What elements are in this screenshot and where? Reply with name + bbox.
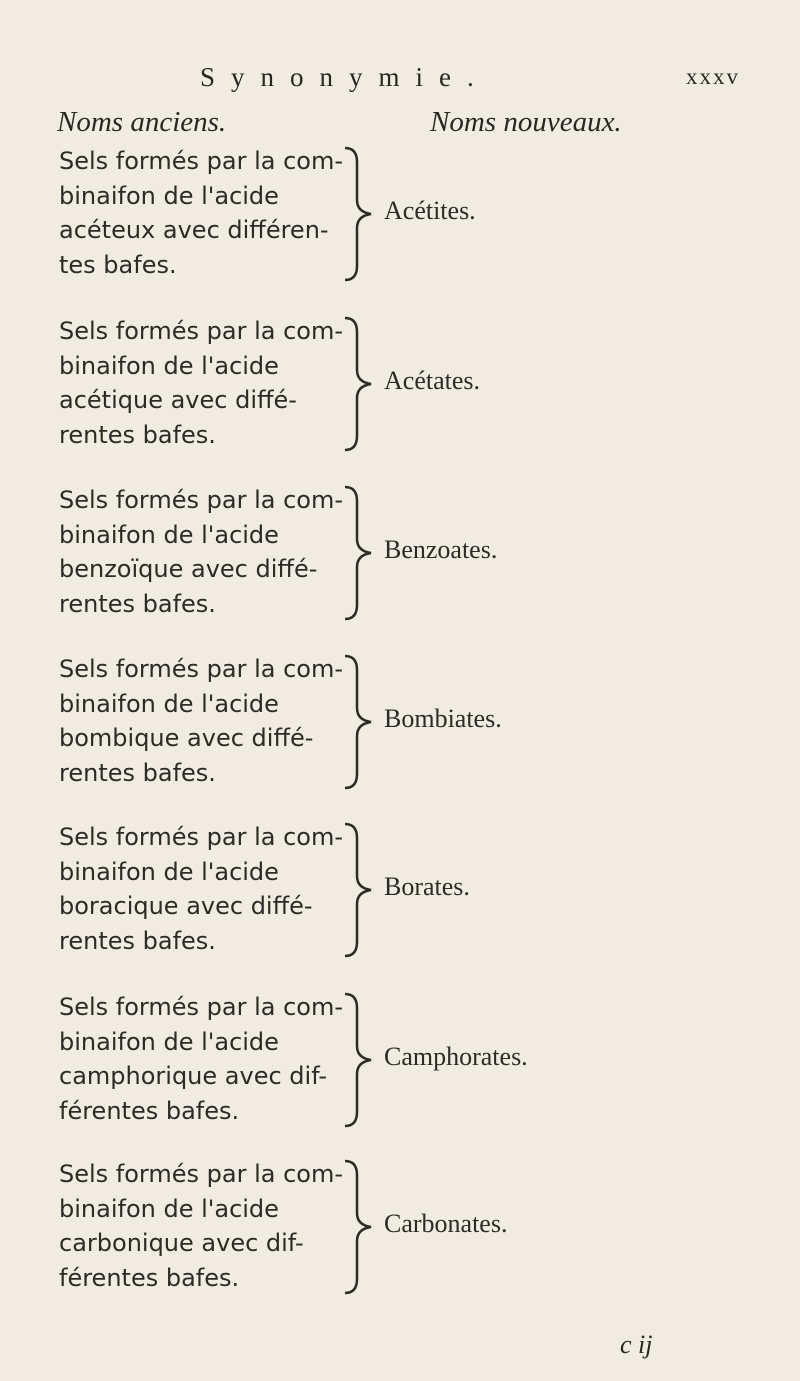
old-name-line: camphorique avec dif- <box>59 1062 327 1090</box>
old-name-line: bombique avec diffé- <box>59 724 314 752</box>
page-number: xxxv <box>686 64 740 89</box>
entry-borates <box>59 820 799 970</box>
old-name <box>59 483 349 621</box>
old-name <box>59 820 349 958</box>
old-name-line: Sels formés par la com- <box>59 317 344 345</box>
old-name <box>59 990 349 1128</box>
column-header-new-names: Noms nouveaux. <box>430 106 622 138</box>
entry-acetites <box>59 144 799 294</box>
new-name: Bombiates. <box>384 704 502 733</box>
old-name <box>59 144 349 282</box>
brace-icon <box>343 1157 377 1297</box>
old-name-line: carbonique avec dif- <box>59 1229 304 1257</box>
brace-icon <box>343 314 377 454</box>
new-name: Borates. <box>384 872 470 901</box>
old-name-line: binaifon de l'acide <box>59 181 279 210</box>
new-name: Carbonates. <box>384 1209 508 1238</box>
old-name-line: rentes bafes. <box>59 420 216 449</box>
old-name-line: binaifon de l'acide <box>59 1194 279 1223</box>
entry-benzoates <box>59 483 799 633</box>
old-name-line: férentes bafes. <box>59 1096 240 1125</box>
new-name: Benzoates. <box>384 535 498 564</box>
entry-bombiates <box>59 652 799 802</box>
new-name: Acétites. <box>384 196 476 225</box>
entry-camphorates <box>59 990 799 1140</box>
old-name-line: binaifon de l'acide <box>59 1027 279 1056</box>
old-name-line: rentes bafes. <box>59 926 216 955</box>
old-name-line: Sels formés par la com- <box>59 147 344 175</box>
column-header-old-names: Noms anciens. <box>57 106 227 138</box>
old-name-line: benzoïque avec diffé- <box>59 555 318 583</box>
old-name-line: férentes bafes. <box>59 1263 240 1292</box>
running-title: Synonymie. <box>200 62 490 92</box>
brace-icon <box>343 144 377 284</box>
entry-acetates <box>59 314 799 464</box>
new-name: Acétates. <box>384 366 481 395</box>
brace-icon <box>343 652 377 792</box>
running-head <box>0 62 800 102</box>
new-name: Camphorates. <box>384 1042 528 1071</box>
old-name-line: Sels formés par la com- <box>59 1160 344 1188</box>
old-name-line: boracique avec diffé- <box>59 892 313 920</box>
old-name-line: acéteux avec différen- <box>59 216 329 244</box>
old-name-line: rentes bafes. <box>59 589 216 618</box>
brace-icon <box>343 820 377 960</box>
brace-icon <box>343 990 377 1130</box>
old-name-line: Sels formés par la com- <box>59 823 344 851</box>
old-name-line: acétique avec diffé- <box>59 386 297 414</box>
old-name-line: Sels formés par la com- <box>59 993 344 1021</box>
old-name-line: binaifon de l'acide <box>59 857 279 886</box>
entry-carbonates <box>59 1157 799 1307</box>
old-name-line: rentes bafes. <box>59 758 216 787</box>
old-name-line: Sels formés par la com- <box>59 655 344 683</box>
signature-mark: c ij <box>620 1330 653 1359</box>
old-name <box>59 652 349 790</box>
old-name-line: Sels formés par la com- <box>59 486 344 514</box>
old-name <box>59 1157 349 1295</box>
old-name-line: binaifon de l'acide <box>59 520 279 549</box>
old-name <box>59 314 349 452</box>
old-name-line: tes bafes. <box>59 250 177 279</box>
old-name-line: binaifon de l'acide <box>59 689 279 718</box>
old-name-line: binaifon de l'acide <box>59 351 279 380</box>
brace-icon <box>343 483 377 623</box>
